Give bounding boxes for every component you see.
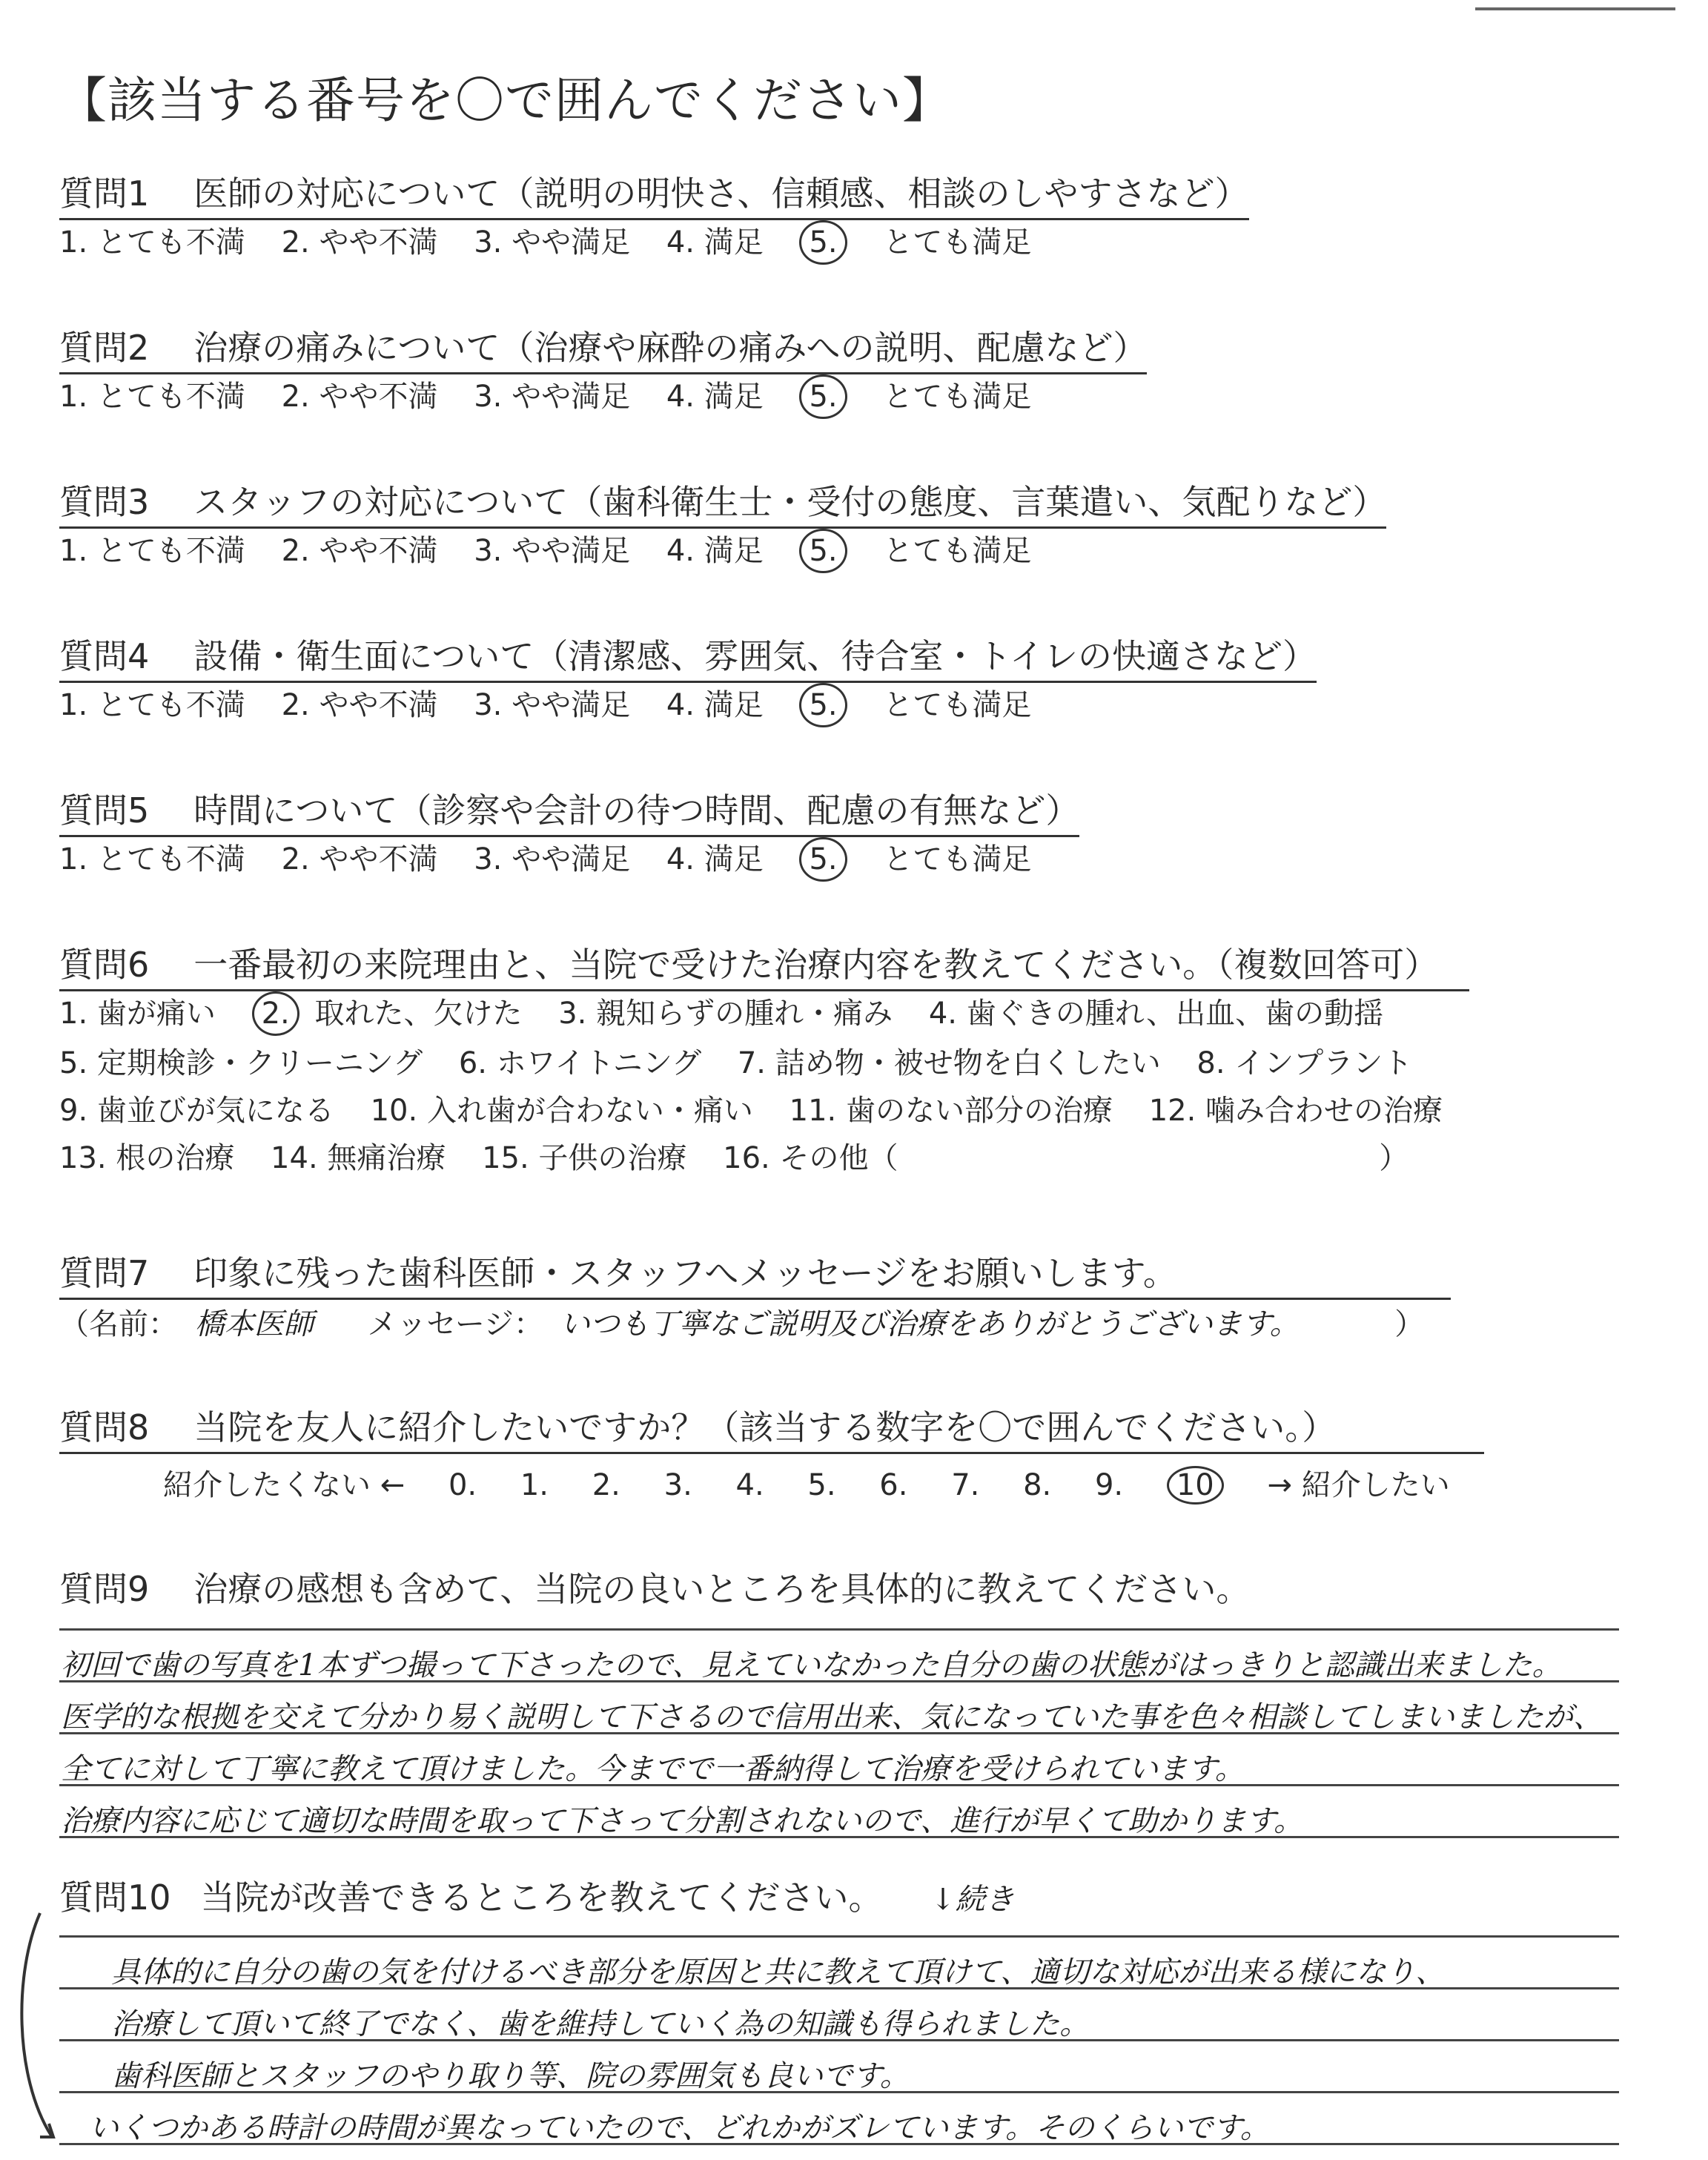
- name-label: （名前：: [59, 1307, 178, 1341]
- question-text: 当院が改善できるところを教えてください。: [200, 1877, 883, 1918]
- question-5: [59, 789, 1079, 882]
- reason-option[interactable]: 9. 歯並びが気になる: [59, 1094, 334, 1128]
- reason-option[interactable]: 3. 親知らずの腫れ・痛み: [558, 997, 893, 1031]
- option-1[interactable]: 1. とても不満: [59, 688, 245, 722]
- question-9-title: [59, 1568, 1250, 1611]
- option-3[interactable]: 3. やや満足: [474, 688, 631, 722]
- question-title: [59, 635, 1317, 683]
- option-3[interactable]: 3. やや満足: [474, 842, 631, 876]
- rating-options: [59, 220, 1249, 265]
- curved-arrow-icon: [10, 1898, 70, 2158]
- page-title: 【該当する番号を〇で囲んでください】: [58, 72, 952, 129]
- option-5-label: とても満足: [883, 380, 1032, 414]
- question-6: [59, 943, 1469, 1178]
- answer-line: [59, 1628, 1619, 1631]
- option-2[interactable]: 2. やや不満: [281, 225, 438, 260]
- option-1[interactable]: 1. とても不満: [59, 842, 245, 876]
- other-close-paren: ）: [1379, 1141, 1409, 1175]
- rating-options: [59, 529, 1386, 573]
- continuation-note: ↓続き: [930, 1883, 1015, 1917]
- answer-text: 治療して頂いて終了でなく、歯を維持していく為の知識も得られました。: [111, 2007, 1090, 2041]
- option-5-selected[interactable]: 5.: [799, 220, 847, 265]
- question-4: [59, 635, 1317, 727]
- answer-text: いくつかある時計の時間が異なっていたので、どれかがズレています。そのくらいです。: [89, 2111, 1270, 2145]
- scale-10-selected[interactable]: 10: [1167, 1466, 1224, 1505]
- recommend-scale: [163, 1462, 1484, 1505]
- answer-text: 初回で歯の写真を1本ずつ撮って下さったので、見えていなかった自分の歯の状態がはっきりと認識出来ました。: [61, 1648, 1562, 1682]
- message-label: メッセージ：: [367, 1307, 544, 1341]
- option-4[interactable]: 4. 満足: [666, 534, 764, 568]
- option-5-label: とても満足: [883, 688, 1032, 722]
- option-3[interactable]: 3. やや満足: [474, 225, 631, 260]
- scale-8[interactable]: 8.: [1023, 1468, 1052, 1502]
- reason-options: [59, 991, 1469, 1178]
- reason-option[interactable]: 5. 定期検診・クリーニング: [59, 1046, 423, 1080]
- question-number: 質問3: [59, 482, 150, 522]
- question-text: 設備・衛生面について（清潔感、雰囲気、待合室・トイレの快適さなど）: [193, 636, 1317, 676]
- question-2: [59, 326, 1147, 419]
- option-4[interactable]: 4. 満足: [666, 380, 764, 414]
- reason-row: [59, 1043, 1469, 1083]
- question-8: [59, 1406, 1484, 1505]
- rating-options: [59, 683, 1317, 727]
- reason-option[interactable]: 13. 根の治療: [59, 1141, 235, 1175]
- question-text: 治療の痛みについて（治療や麻酔の痛みへの説明、配慮など）: [193, 328, 1148, 368]
- scale-5[interactable]: 5.: [807, 1468, 836, 1502]
- option-3[interactable]: 3. やや満足: [474, 534, 631, 568]
- reason-option[interactable]: 11. 歯のない部分の治療: [789, 1094, 1113, 1128]
- question-text: 当院を友人に紹介したいですか？（該当する数字を〇で囲んでください。）: [193, 1407, 1337, 1447]
- option-5-label: とても満足: [883, 225, 1032, 260]
- reason-option-label: 取れた、欠けた: [314, 997, 523, 1031]
- option-4[interactable]: 4. 満足: [666, 842, 764, 876]
- option-4[interactable]: 4. 満足: [666, 225, 764, 260]
- answer-text: 医学的な根拠を交えて分かり易く説明して下さるので信用出来、気になっていた事を色々相談してしまいましたが、: [61, 1700, 1603, 1734]
- option-4[interactable]: 4. 満足: [666, 688, 764, 722]
- answer-text: 治療内容に応じて適切な時間を取って下さって分割されないので、進行が早くて助かります。: [61, 1804, 1303, 1838]
- option-1[interactable]: 1. とても不満: [59, 380, 245, 414]
- question-9-answer-area[interactable]: [59, 1628, 1619, 1851]
- scale-2[interactable]: 2.: [592, 1468, 620, 1502]
- reason-option[interactable]: 6. ホワイトニング: [458, 1046, 702, 1080]
- question-title: [59, 789, 1079, 837]
- reason-option[interactable]: 4. 歯ぐきの腫れ、出血、歯の動揺: [928, 997, 1384, 1031]
- option-5-label: とても満足: [883, 842, 1032, 876]
- scale-9[interactable]: 9.: [1094, 1468, 1124, 1502]
- scale-7[interactable]: 7.: [951, 1468, 980, 1502]
- question-number: 質問2: [59, 328, 150, 368]
- reason-option-other[interactable]: 16. その他（: [723, 1141, 898, 1175]
- option-2[interactable]: 2. やや不満: [281, 380, 438, 414]
- rating-options: [59, 374, 1147, 419]
- question-text: 一番最初の来院理由と、当院で受けた治療内容を教えてください。（複数回答可）: [193, 945, 1439, 985]
- option-1[interactable]: 1. とても不満: [59, 534, 245, 568]
- question-1: [59, 172, 1249, 265]
- answer-text: 歯科医師とスタッフのやり取り等、院の雰囲気も良いです。: [111, 2059, 910, 2093]
- reason-option[interactable]: 10. 入れ歯が合わない・痛い: [370, 1094, 753, 1128]
- reason-option[interactable]: 12. 噛み合わせの治療: [1148, 1094, 1443, 1128]
- scale-3[interactable]: 3.: [663, 1468, 692, 1502]
- scale-1[interactable]: 1.: [520, 1468, 549, 1502]
- option-2[interactable]: 2. やや不満: [281, 534, 438, 568]
- option-3[interactable]: 3. やや満足: [474, 380, 631, 414]
- question-10-title: [59, 1876, 1015, 1921]
- reason-option[interactable]: 8. インプラント: [1196, 1046, 1413, 1080]
- option-2[interactable]: 2. やや不満: [281, 688, 438, 722]
- option-5-selected[interactable]: 5.: [799, 683, 847, 727]
- question-number: 質問8: [59, 1407, 150, 1447]
- question-number: 質問6: [59, 945, 150, 985]
- message-close-paren: ）: [1394, 1307, 1425, 1341]
- reason-row: [59, 1091, 1469, 1131]
- question-7: [59, 1252, 1451, 1344]
- question-number: 質問10: [59, 1877, 171, 1918]
- question-text: 治療の感想も含めて、当院の良いところを具体的に教えてください。: [193, 1569, 1251, 1609]
- option-5-selected[interactable]: 5.: [799, 529, 847, 573]
- option-5-selected[interactable]: 5.: [799, 837, 847, 882]
- question-title: [59, 172, 1249, 220]
- message-value[interactable]: いつも丁寧なご説明及び治療をありがとうございます。: [560, 1307, 1300, 1341]
- question-title: [59, 1406, 1484, 1454]
- reason-option-selected[interactable]: 2.: [252, 991, 299, 1036]
- question-text: 医師の対応について（説明の明快さ、信頼感、相談のしやすさなど）: [193, 174, 1249, 214]
- reason-row: [59, 991, 1469, 1036]
- question-title: [59, 480, 1386, 529]
- question-title: [59, 326, 1147, 374]
- question-10-answer-area[interactable]: [59, 1935, 1619, 2158]
- option-1[interactable]: 1. とても不満: [59, 225, 245, 260]
- reason-option[interactable]: 15. 子供の治療: [482, 1141, 687, 1175]
- scale-0[interactable]: 0.: [448, 1468, 477, 1502]
- name-value[interactable]: 橋本医師: [194, 1307, 314, 1341]
- message-row: [59, 1304, 1451, 1344]
- question-title: [59, 1252, 1451, 1300]
- question-number: 質問7: [59, 1253, 150, 1293]
- scale-right-label: → 紹介したい: [1267, 1468, 1450, 1502]
- answer-text: 具体的に自分の歯の気を付けるべき部分を原因と共に教えて頂けて、適切な対応が出来る様になり、: [111, 1955, 1446, 1989]
- option-5-label: とても満足: [883, 534, 1032, 568]
- question-number: 質問5: [59, 790, 150, 830]
- question-title: [59, 943, 1469, 991]
- question-number: 質問4: [59, 636, 150, 676]
- question-text: 時間について（診察や会計の待つ時間、配慮の有無など）: [193, 790, 1080, 830]
- scale-left-label: 紹介したくない ←: [163, 1468, 406, 1502]
- option-5-selected[interactable]: 5.: [799, 374, 847, 419]
- answer-line: [59, 1935, 1619, 1938]
- question-number: 質問1: [59, 174, 150, 214]
- reason-option[interactable]: 14. 無痛治療: [271, 1141, 446, 1175]
- reason-option[interactable]: 1. 歯が痛い: [59, 997, 216, 1031]
- question-text: スタッフの対応について（歯科衛生士・受付の態度、言葉遣い、気配りなど）: [193, 482, 1387, 522]
- question-text: 印象に残った歯科医師・スタッフへメッセージをお願いします。: [193, 1253, 1177, 1293]
- reason-row: [59, 1138, 1469, 1178]
- scale-6[interactable]: 6.: [879, 1468, 908, 1502]
- reason-option[interactable]: 7. 詰め物・被せ物を白くしたい: [737, 1046, 1161, 1080]
- option-2[interactable]: 2. やや不満: [281, 842, 438, 876]
- question-3: [59, 480, 1386, 573]
- question-number: 質問9: [59, 1569, 150, 1609]
- rating-options: [59, 837, 1079, 882]
- answer-text: 全てに対して丁寧に教えて頂けました。今までで一番納得して治療を受けられています。: [61, 1752, 1245, 1786]
- top-edge-mark: [1475, 7, 1675, 10]
- scale-4[interactable]: 4.: [735, 1468, 764, 1502]
